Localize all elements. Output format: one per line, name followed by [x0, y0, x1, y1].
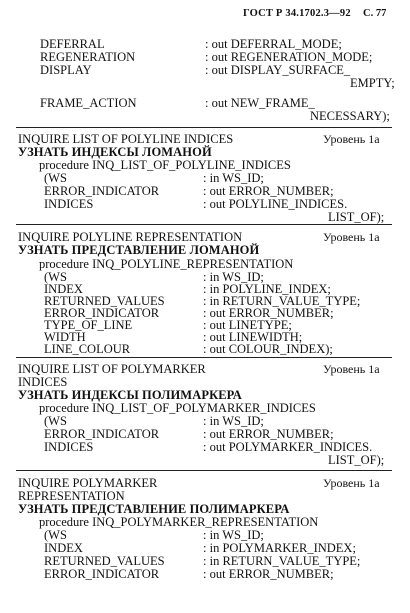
- section-title-russian: УЗНАТЬ ИНДЕКСЫ ПОЛИМАРКЕРА: [18, 388, 242, 402]
- param-name: RETURNED_VALUES: [44, 554, 165, 568]
- param-name: FRAME_ACTION: [40, 96, 137, 110]
- section-title: INQUIRE LIST OF POLYLINE INDICES: [18, 132, 234, 146]
- procedure-signature: procedure INQ_LIST_OF_POLYLINE_INDICES: [39, 158, 291, 172]
- section-divider: [16, 224, 392, 225]
- section-level: Уровень 1a: [323, 230, 380, 244]
- section-title: INQUIRE POLYMARKER: [18, 476, 158, 490]
- param-type-continuation: EMPTY;: [350, 76, 395, 90]
- param-type: : out COLOUR_INDEX);: [203, 342, 333, 356]
- section-title: INQUIRE POLYLINE REPRESENTATION: [18, 230, 243, 244]
- param-type: : in WS_ID;: [203, 171, 264, 185]
- param-name: ERROR_INDICATOR: [44, 567, 160, 581]
- param-type-continuation: LIST_OF);: [328, 210, 385, 224]
- param-type: : in POLYMARKER_INDEX;: [203, 541, 356, 555]
- section-title-russian: УЗНАТЬ ПРЕДСТАВЛЕНИЕ ПОЛИМАРКЕРА: [18, 502, 290, 516]
- param-type: : in WS_ID;: [203, 414, 264, 428]
- param-name: (WS: [44, 528, 67, 542]
- param-name: (WS: [44, 171, 67, 185]
- param-type: : out POLYLINE_INDICES.: [203, 197, 348, 211]
- param-name: INDEX: [44, 541, 83, 555]
- page-number: С. 77: [363, 8, 387, 19]
- param-type: : in WS_ID;: [203, 270, 264, 284]
- procedure-signature: procedure INQ_LIST_OF_POLYMARKER_INDICES: [39, 401, 316, 415]
- section-divider: [16, 470, 392, 471]
- param-type: : out ERROR_NUMBER;: [203, 306, 334, 320]
- param-name: DISPLAY: [40, 63, 92, 77]
- param-type: : out ERROR_NUMBER;: [203, 567, 334, 581]
- param-name: WIDTH: [44, 330, 86, 344]
- param-name: (WS: [44, 270, 67, 284]
- section-title-line2: INDICES: [18, 375, 68, 389]
- section-title-line2: REPRESENTATION: [18, 489, 125, 503]
- param-type: : in WS_ID;: [203, 528, 264, 542]
- param-type: : in POLYLINE_INDEX;: [203, 282, 331, 296]
- procedure-signature: procedure INQ_POLYLINE_REPRESENTATION: [39, 257, 294, 271]
- param-type: : out DISPLAY_SURFACE_: [205, 63, 351, 77]
- section-title: INQUIRE LIST OF POLYMARKER: [18, 362, 206, 376]
- param-type: : out POLYMARKER_INDICES.: [203, 440, 373, 454]
- param-type: : in RETURN_VALUE_TYPE;: [203, 554, 361, 568]
- param-name: INDEX: [44, 282, 83, 296]
- section-divider: [16, 127, 392, 128]
- param-type: : out ERROR_NUMBER;: [203, 184, 334, 198]
- param-type: : out REGENERATION_MODE;: [205, 50, 373, 64]
- section-level: Уровень 1a: [323, 132, 380, 146]
- param-type: : out LINEWIDTH;: [203, 330, 303, 344]
- param-type: : out DEFERRAL_MODE;: [205, 37, 342, 51]
- param-type: : in RETURN_VALUE_TYPE;: [203, 294, 361, 308]
- param-name: INDICES: [44, 197, 94, 211]
- param-type-continuation: NECESSARY);: [310, 109, 390, 123]
- section-title-russian: УЗНАТЬ ИНДЕКСЫ ЛОМАНОЙ: [18, 145, 212, 159]
- param-name: (WS: [44, 414, 67, 428]
- procedure-signature: procedure INQ_POLYMARKER_REPRESENTATION: [39, 515, 319, 529]
- param-name: ERROR_INDICATOR: [44, 427, 160, 441]
- section-level: Уровень 1a: [323, 362, 380, 376]
- param-name: REGENERATION: [40, 50, 136, 64]
- section-title-russian: УЗНАТЬ ПРЕДСТАВЛЕНИЕ ЛОМАНОЙ: [18, 243, 260, 257]
- param-type: : out ERROR_NUMBER;: [203, 427, 334, 441]
- param-name: TYPE_OF_LINE: [44, 318, 133, 332]
- param-name: ERROR_INDICATOR: [44, 306, 160, 320]
- param-name: RETURNED_VALUES: [44, 294, 165, 308]
- param-name: ERROR_INDICATOR: [44, 184, 160, 198]
- param-type: : out LINETYPE;: [203, 318, 292, 332]
- param-name: DEFERRAL: [40, 37, 105, 51]
- section-divider: [16, 357, 392, 358]
- param-name: INDICES: [44, 440, 94, 454]
- standard-number: ГОСТ Р 34.1702.3—92: [243, 8, 351, 19]
- section-level: Уровень 1a: [323, 476, 380, 490]
- param-type: : out NEW_FRAME_: [205, 96, 315, 110]
- param-type-continuation: LIST_OF);: [328, 453, 385, 467]
- param-name: LINE_COLOUR: [44, 342, 131, 356]
